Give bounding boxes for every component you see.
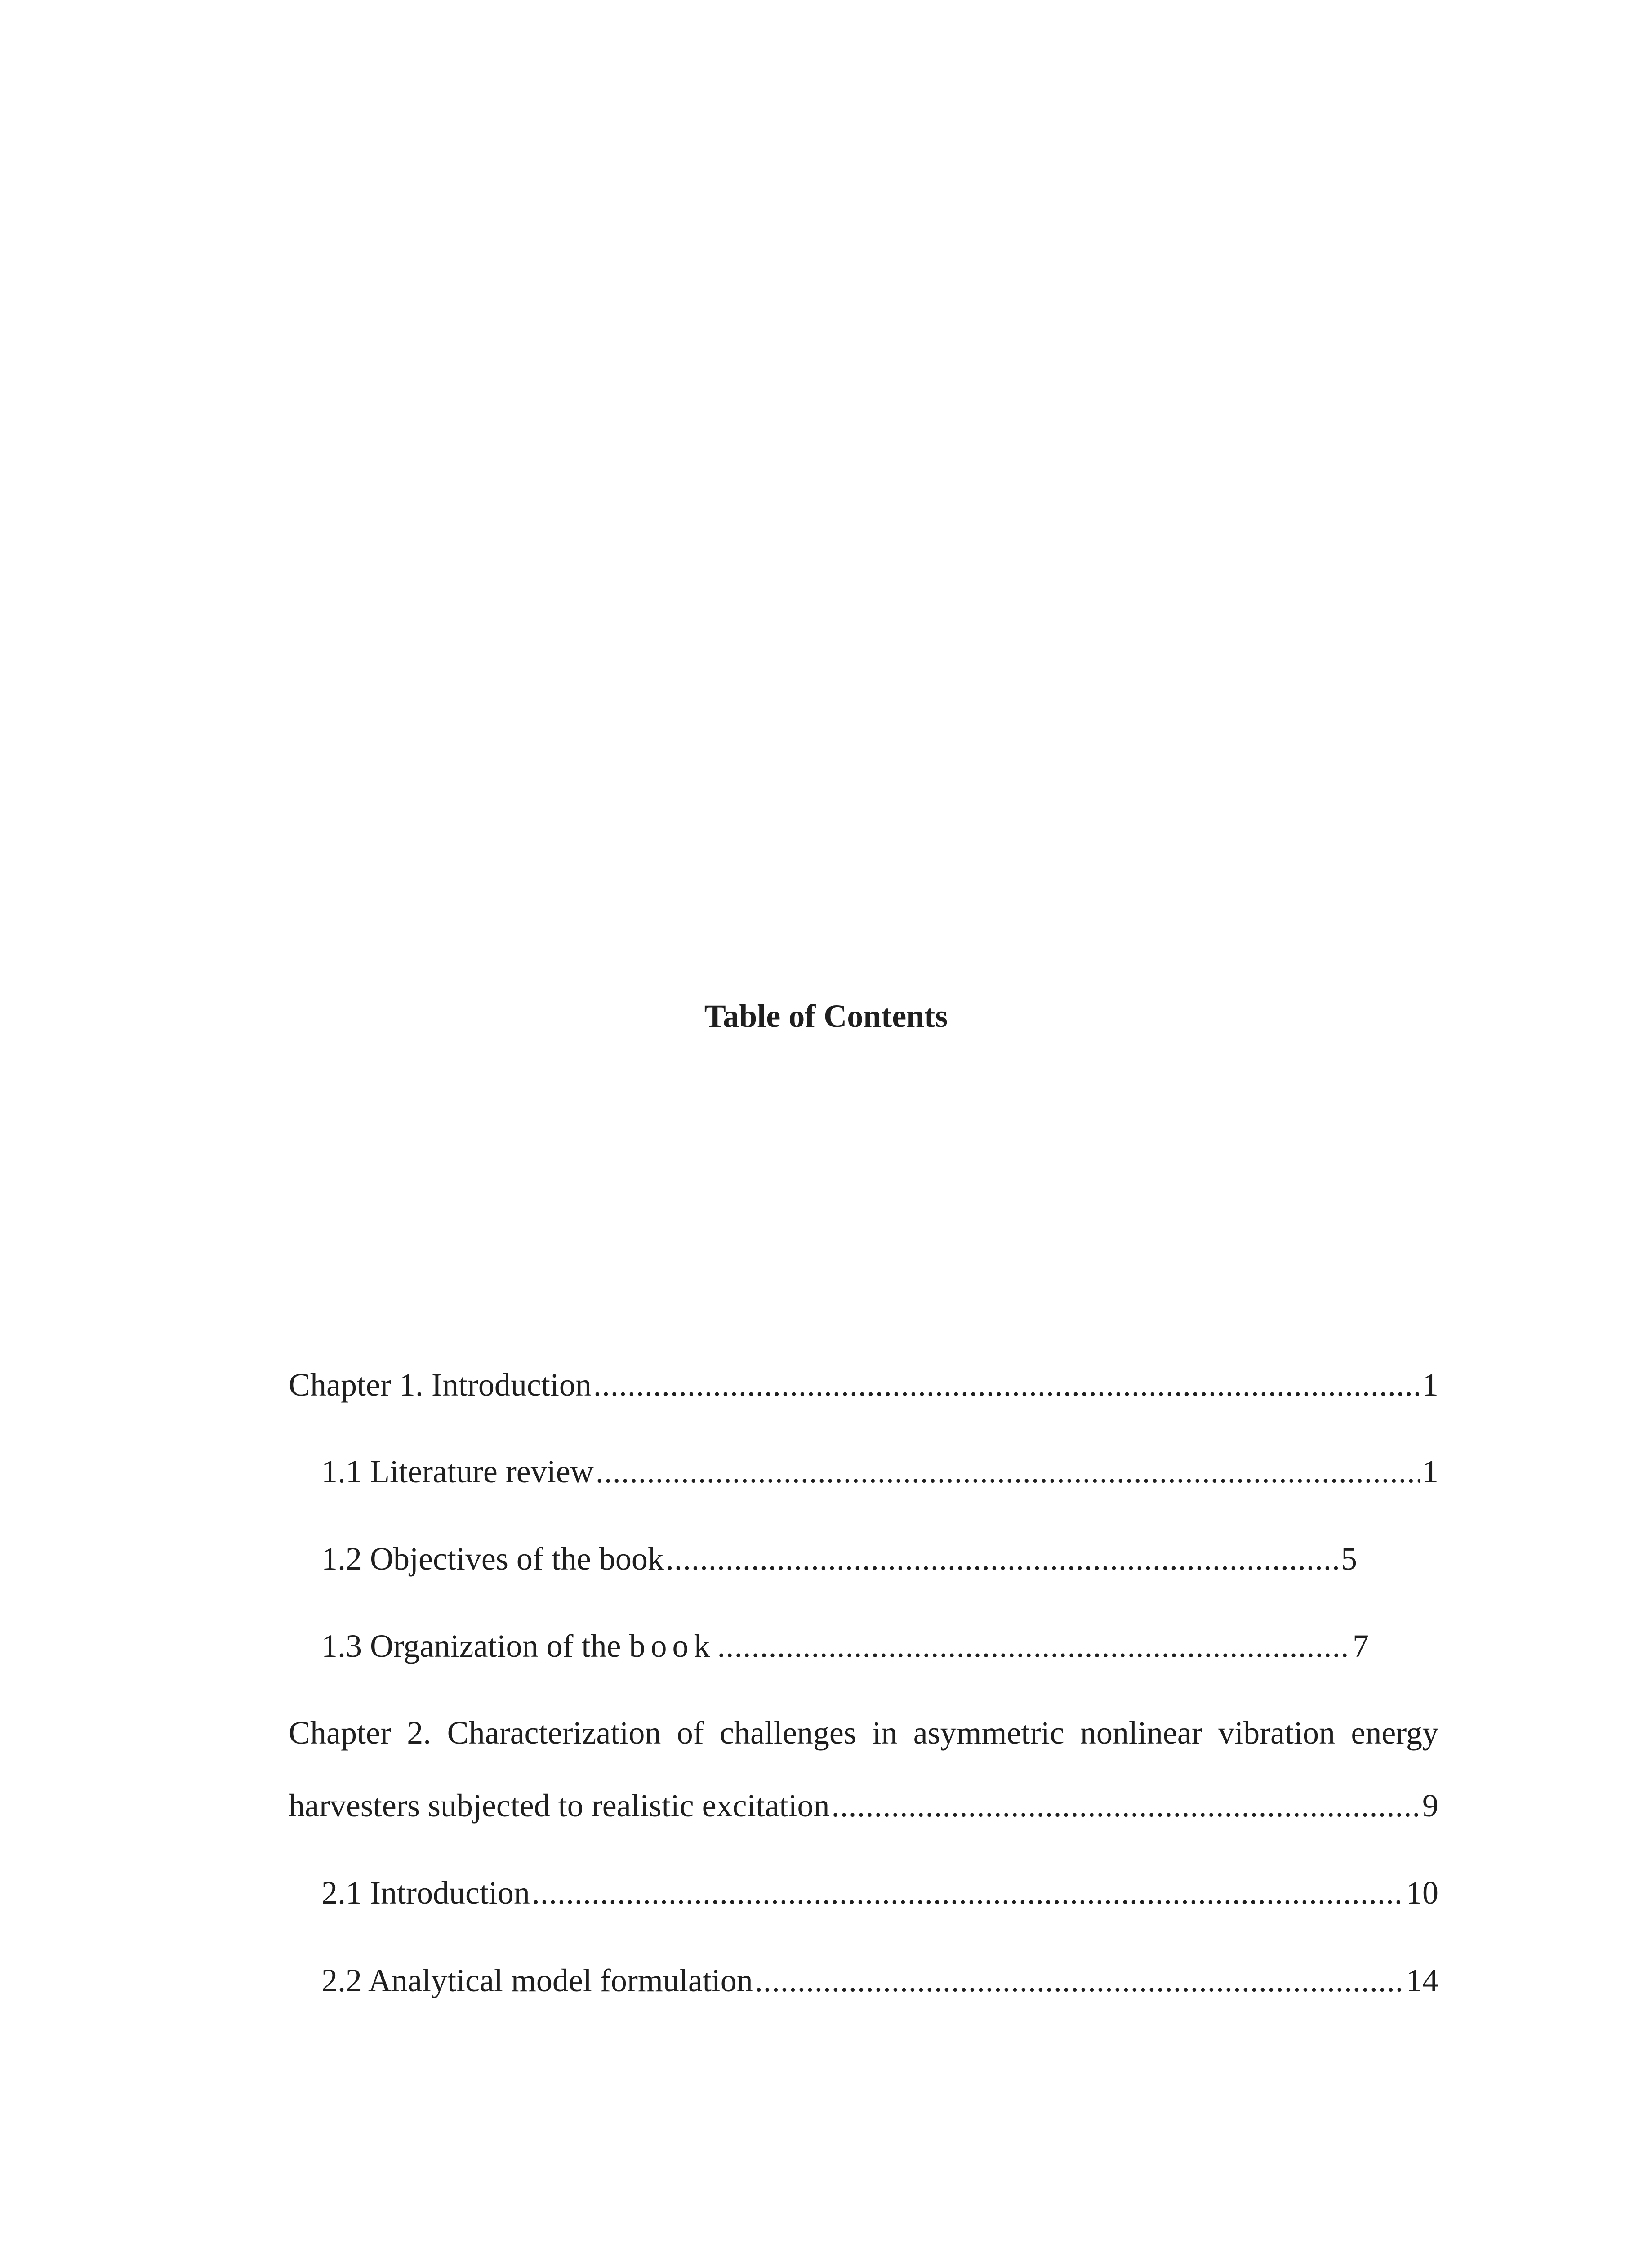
toc-entry-1-2[interactable]: [321, 1536, 1357, 1581]
toc-entry-page: 5: [1341, 1541, 1357, 1577]
word: Characterization: [447, 1715, 661, 1751]
word: in: [872, 1715, 898, 1751]
dot-leader: [666, 1536, 1341, 1581]
toc-entry-page: 1: [1422, 1367, 1438, 1403]
toc-entry-page: 7: [1353, 1628, 1369, 1664]
toc-entry-page: 9: [1422, 1788, 1438, 1824]
dot-leader: [593, 1362, 1420, 1407]
word: nonlinear: [1080, 1715, 1202, 1751]
word: vibration: [1218, 1715, 1336, 1751]
dot-leader: [832, 1783, 1420, 1828]
dot-leader: [532, 1870, 1403, 1915]
toc-entry-chapter-1[interactable]: [289, 1362, 1438, 1407]
page-title: Table of Contents: [704, 998, 948, 1034]
word: energy: [1351, 1715, 1438, 1751]
toc-entry-title: harvesters subjected to realistic excitation: [289, 1788, 830, 1824]
toc-entry-title: Chapter 1. Introduction: [289, 1367, 592, 1403]
toc-entry-page: 10: [1406, 1875, 1438, 1911]
dot-leader: [755, 1958, 1403, 2003]
toc-entry-title: 2.1 Introduction: [321, 1875, 530, 1911]
toc-entry-2-2[interactable]: [321, 1958, 1438, 2003]
toc-entry-1-3[interactable]: [321, 1624, 1369, 1668]
toc-entry-title-spaced: book: [629, 1628, 716, 1664]
word: 2.: [407, 1715, 432, 1751]
toc-entry-title-prefix: 1.3 Organization of the: [321, 1628, 629, 1664]
word: Chapter: [289, 1715, 391, 1751]
toc-entry-title: 1.2 Objectives of the book: [321, 1541, 664, 1577]
toc-entry-page: 14: [1406, 1963, 1438, 1998]
dot-leader: [717, 1624, 1350, 1668]
word: of: [677, 1715, 704, 1751]
toc-entry-chapter-2-line-2[interactable]: [289, 1783, 1438, 1828]
word: asymmetric: [913, 1715, 1064, 1751]
toc-entry-1-1[interactable]: [321, 1449, 1438, 1494]
toc-entry-chapter-2-line-1[interactable]: [289, 1710, 1438, 1755]
toc-entry-2-1[interactable]: [321, 1870, 1438, 1915]
toc-entry-title: 2.2 Analytical model formulation: [321, 1963, 753, 1998]
dot-leader: [596, 1449, 1420, 1494]
toc-entry-page: 1: [1422, 1454, 1438, 1490]
toc-entry-title: [321, 1624, 716, 1668]
toc-entry-title: 1.1 Literature review: [321, 1454, 594, 1490]
word: challenges: [720, 1715, 856, 1751]
